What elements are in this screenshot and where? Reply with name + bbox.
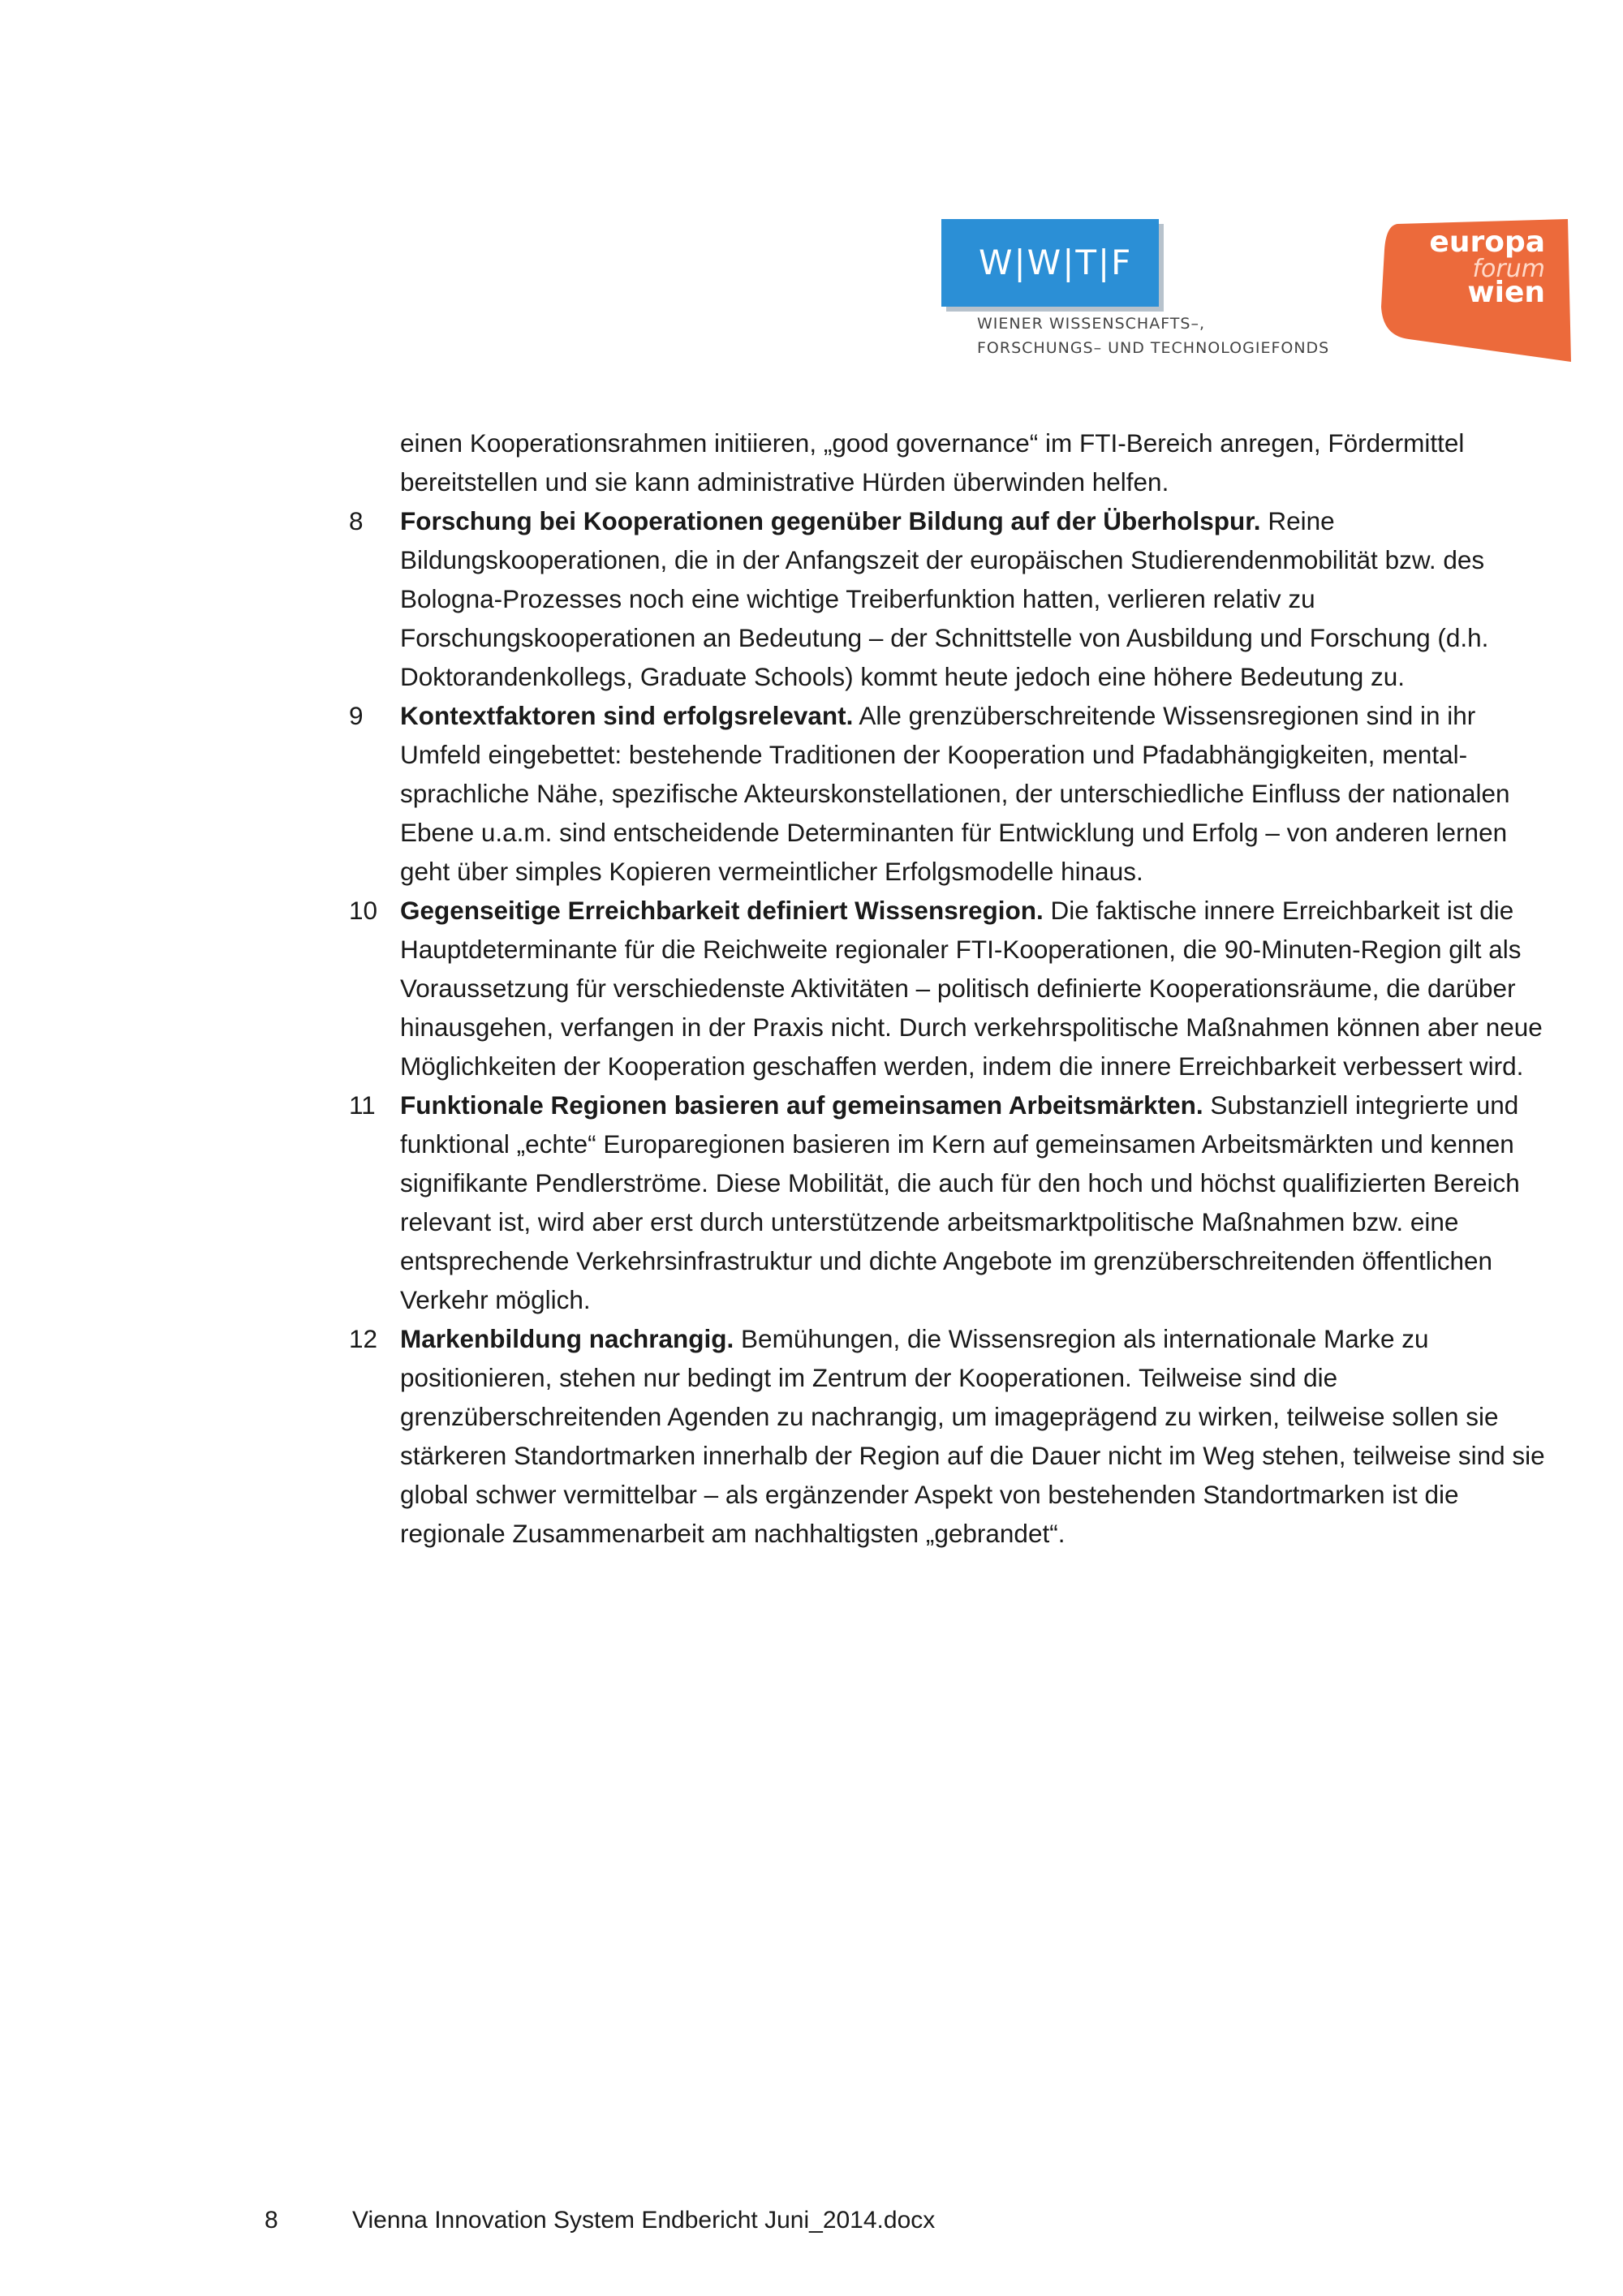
europaforum-logo-line-1: europa xyxy=(1429,226,1545,259)
wwtf-logo xyxy=(941,219,1363,357)
list-item-text: Bemühungen, die Wissensregion als internationale Marke zu positionieren, stehen nur bedingt im Zentrum der Kooperationen. Teilweise sind die grenzüberschreitenden Agenden zu nachrangig, um imageprägend zu wirken, teilweise sollen sie stärkeren Standortmarken innerhalb der Region auf die Dauer nicht im Weg stehen, teilweise sind sie global schwer vermittelbar – als ergänzender Aspekt von bestehenden Standortmarken ist die regionale Zusammenarbeit am nachhaltigsten „gebrandet“. xyxy=(400,1324,1545,1548)
europaforum-logo-line-3: wien xyxy=(1467,276,1545,309)
list-item-title: Forschung bei Kooperationen gegenüber Bildung auf der Überholspur. xyxy=(400,506,1261,535)
list-item xyxy=(349,891,1552,1086)
list-item-text: Die faktische innere Erreichbarkeit ist die Hauptdeterminante für die Reichweite regionaler FTI-Kooperationen, die 90-Minuten-Region gilt als Voraussetzung für verschiedenste Aktivitäten – politisch definierte Kooperationsräume, die darüber hinausgehen, verfangen in der Praxis nicht. Durch verkehrspolitische Maßnahmen können aber neue Möglichkeiten der Kooperation geschaffen werden, indem die innere Erreichbarkeit verbessert wird. xyxy=(400,896,1543,1081)
footer-page-number: 8 xyxy=(265,2207,278,2234)
list-item-number: 8 xyxy=(349,506,364,535)
footer-filename: Vienna Innovation System Endbericht Juni_2014.docx xyxy=(352,2207,936,2234)
wwtf-logo-line-2: FORSCHUNGS– UND TECHNOLOGIEFONDS xyxy=(977,339,1330,357)
findings-list xyxy=(349,501,1552,1553)
wwtf-logo-mark: W|W|T|F xyxy=(941,219,1159,307)
list-item-number: 10 xyxy=(349,896,378,925)
list-item-title: Kontextfaktoren sind erfolgsrelevant. xyxy=(400,701,854,730)
europaforum-logo-line-2: forum xyxy=(1472,255,1545,283)
list-item-text: Substanziell integrierte und funktional „echte“ Europaregionen basieren im Kern auf gemeinsamen Arbeitsmärkten und kennen signifikante Pendlerströme. Diese Mobilität, die auch für den hoch und höchst qualifizierten Bereich relevant ist, wird aber erst durch unterstützende arbeitsmarktpolitische Maßnahmen bzw. eine entsprechende Verkehrsinfrastruktur und dichte Angebote im grenzüberschreitenden öffentlichen Verkehr möglich. xyxy=(400,1090,1520,1314)
list-item xyxy=(349,696,1552,891)
europaforum-logo xyxy=(1380,217,1574,365)
list-item-number: 12 xyxy=(349,1324,378,1353)
list-item-title: Funktionale Regionen basieren auf gemeinsamen Arbeitsmärkten. xyxy=(400,1090,1203,1120)
intro-paragraph: einen Kooperationsrahmen initiieren, „good governance“ im FTI-Bereich anregen, Fördermittel bereitstellen und sie kann administrative Hürden überwinden helfen. xyxy=(400,428,1465,497)
wwtf-logo-line-1: WIENER WISSENSCHAFTS–, xyxy=(977,315,1205,333)
list-item xyxy=(349,501,1552,696)
list-item-title: Gegenseitige Erreichbarkeit definiert Wissensregion. xyxy=(400,896,1044,925)
list-item-number: 11 xyxy=(349,1090,376,1120)
list-item-text: Reine Bildungskooperationen, die in der Anfangszeit der europäischen Studierendenmobilität bzw. des Bologna-Prozesses noch eine wichtige Treiberfunktion hatten, verlieren relativ zu Forschungskooperationen an Bedeutung – der Schnittstelle von Ausbildung und Forschung (d.h. Doktorandenkollegs, Graduate Schools) kommt heute jedoch eine höhere Bedeutung zu. xyxy=(400,506,1489,691)
list-item-title: Markenbildung nachrangig. xyxy=(400,1324,734,1353)
list-item xyxy=(349,1086,1552,1319)
list-item-text: Alle grenzüberschreitende Wissensregionen sind in ihr Umfeld eingebettet: bestehende Traditionen der Kooperation und Pfadabhängigkeiten, mental-sprachliche Nähe, spezifische Akteurskonstellationen, der unterschiedliche Einfluss der nationalen Ebene u.a.m. sind entscheidende Determinanten für Entwicklung und Erfolg – von anderen lernen geht über simples Kopieren vermeintlicher Erfolgsmodelle hinaus. xyxy=(400,701,1510,886)
list-item xyxy=(349,1319,1552,1553)
list-item-number: 9 xyxy=(349,701,364,730)
